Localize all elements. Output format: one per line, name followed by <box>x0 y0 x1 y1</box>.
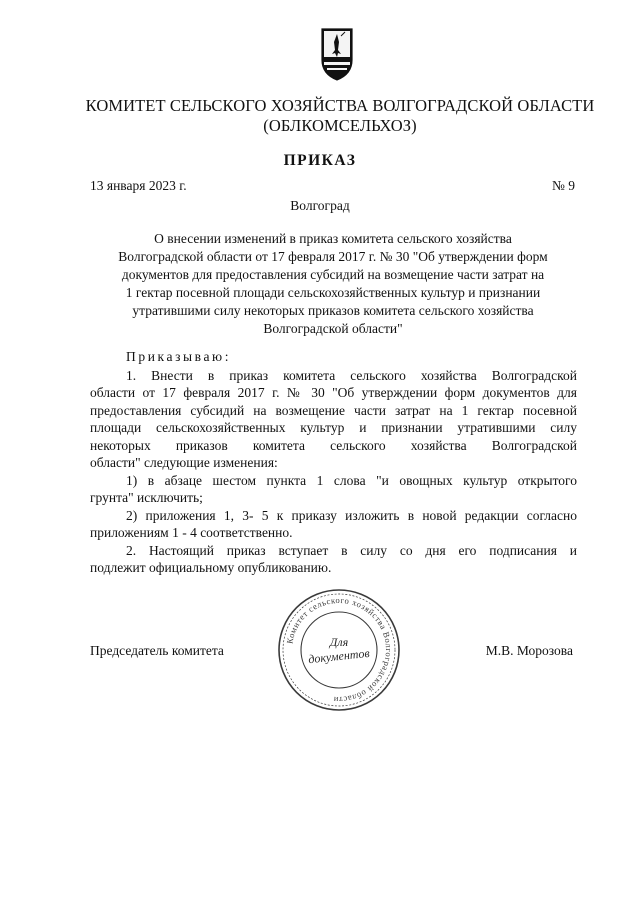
organization-name <box>60 96 620 136</box>
stamp-ring-text: Комитет сельского хозяйства Волгоградской области <box>284 594 395 706</box>
subject-line: 1 гектар посевной площади сельскохозяйственных культур и признании <box>125 285 541 300</box>
document-type: ПРИКАЗ <box>283 152 357 169</box>
subject-line: О внесении изменений в приказ комитета сельского хозяйства <box>154 231 512 246</box>
body-line: некоторых приказов комитета сельского хозяйства Волгоградской <box>90 437 577 453</box>
body-line: приложениям 1 - 4 соответственно. <box>90 525 293 540</box>
subject-line: утратившими силу некоторых приказов комитета сельского хозяйства <box>132 303 534 318</box>
body-line: 1) в абзаце шестом пункта 1 слова "и овощных культур открытого <box>126 472 577 488</box>
stamp-center-line: Для <box>329 635 349 649</box>
order-word: Приказываю: <box>126 349 232 364</box>
body-line: области от 17 февраля 2017 г. № 30 "Об утверждении форм документов для <box>90 385 577 400</box>
document-number: № 9 <box>551 178 575 193</box>
document-body <box>90 348 577 577</box>
body-line: предоставления субсидий на возмещение части затрат на 1 гектар посевной <box>90 402 577 418</box>
org-name-line: КОМИТЕТ СЕЛЬСКОГО ХОЗЯЙСТВА ВОЛГОГРАДСКОЙ ОБЛАСТИ <box>85 96 595 115</box>
stamp-center-line: документов <box>307 645 371 667</box>
body-line: области" следующие изменения: <box>90 455 278 470</box>
signatory-position: Председатель комитета <box>90 643 224 658</box>
document-subject <box>88 230 578 338</box>
org-short-name: (ОБЛКОМСЕЛЬХОЗ) <box>263 116 417 135</box>
document-date: 13 января 2023 г. <box>90 178 187 193</box>
official-stamp <box>276 587 402 713</box>
body-line: площади сельскохозяйственных культур и признании утратившими силу <box>90 420 577 435</box>
subject-line: Волгоградской области" <box>263 321 403 336</box>
body-line: подлежит официальному опубликованию. <box>90 560 332 575</box>
subject-line: Волгоградской области от 17 февраля 2017 г. № 30 "Об утверждении форм <box>118 249 548 264</box>
body-line: грунта" исключить; <box>90 490 203 505</box>
body-line: 2) приложения 1, 3- 5 к приказу изложить в новой редакции согласно <box>126 507 577 523</box>
document-city: Волгоград <box>290 198 350 213</box>
body-line: 1. Внести в приказ комитета сельского хозяйства Волгоградской <box>126 367 577 383</box>
body-line: 2. Настоящий приказ вступает в силу со дня его подписания и <box>126 542 577 558</box>
subject-line: документов для предоставления субсидий на возмещение части затрат на <box>121 267 545 282</box>
coat-of-arms-icon <box>318 26 356 82</box>
signatory-name: М.В. Морозова <box>485 643 573 658</box>
